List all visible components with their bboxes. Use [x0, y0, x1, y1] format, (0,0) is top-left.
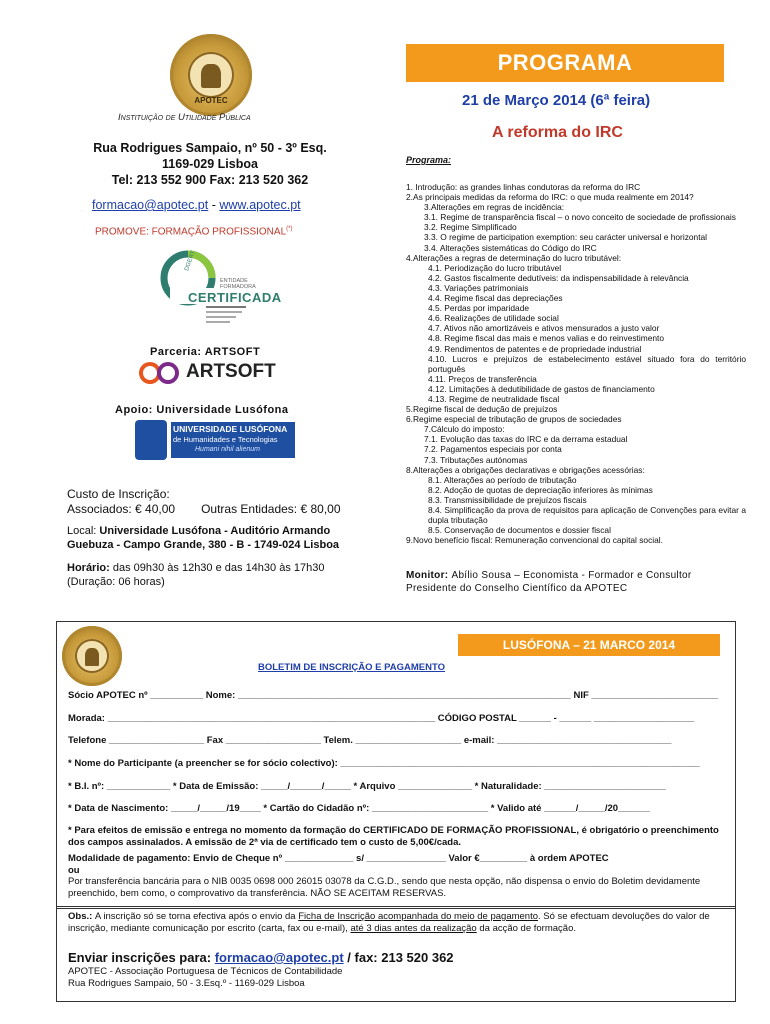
payment-transfer: Por transferência bancária para o NIB 0035 0698 000 26015 03078 da C.G.D., sendo que nesta opção, não dispensa o envio do Boletim devidamente preenchido, bem como, o comprovativo da transferência. NÃO SE ACEITAM RESERVAS.	[68, 876, 701, 899]
cost-label: Custo de Inscrição:	[67, 487, 170, 501]
contact-links	[92, 198, 301, 212]
program-item: 5.Regime fiscal de dedução de prejuízos	[406, 404, 558, 415]
program-item: 1. Introdução: as grandes linhas condutoras da reforma do IRC	[406, 182, 641, 192]
local-block: Local: Universidade Lusófona - Auditório Armando Guebuza - Campo Grande, 380 - B - 1749-024 Lisboa	[67, 525, 340, 551]
cost-associates: Associados: € 40,00	[67, 502, 176, 516]
program-item: 4.4. Regime fiscal das depreciações	[428, 293, 563, 304]
program-item: 6.Regime especial de tributação de grupos de sociedades	[406, 414, 622, 425]
field-morada-postal[interactable]: Morada: ______________________________________________________________ CÓDIGO POSTAL ______ - ______ ___________________	[68, 713, 695, 724]
event-title: A reforma do IRC	[492, 124, 623, 141]
email-link[interactable]: formacao@apotec.pt	[92, 198, 209, 212]
address-line-2: 1169-029 Lisboa	[162, 157, 258, 171]
field-participant-name[interactable]: * Nome do Participante (a preencher se for sócio colectivo): ____________________________________________________________________	[68, 758, 700, 769]
program-item: 8.Alterações a obrigações declarativas e obrigações acessórias:	[406, 464, 645, 475]
program-item: 3.2. Regime Simplificado	[424, 222, 517, 233]
dgert-certified-text: CERTIFICADA	[188, 290, 282, 305]
lusofona-banner: LUSÓFONA – 21 MARCO 2014	[458, 634, 720, 656]
program-item: 3.3. O regime de participation exemption: seu carácter universal e horizontal	[424, 232, 708, 243]
event-date: 21 de Março 2014 (6ª feira)	[462, 92, 651, 109]
cost-others: Outras Entidades: € 80,00	[201, 502, 341, 516]
address-block	[60, 140, 360, 188]
program-item: 4.11. Preços de transferência	[428, 373, 537, 384]
field-socio-nome-nif[interactable]: Sócio APOTEC nº __________ Nome: _______________________________________________________________ NIF ________________________	[68, 690, 719, 701]
payment-block	[68, 853, 726, 899]
program-item: 2.As principais medidas da reforma do IRC: o que muda realmente em 2014?	[406, 192, 694, 203]
obs-text: Obs.: A inscrição só se torna efectiva após o envio da Ficha de Inscrição acompanhada do meio de pagamento. Só se efectuam devoluções do valor de inscrição, mediante comunicação por escrito (carta, fax ou e-mail), até 3 dias antes da realização da acção de formação.	[68, 911, 710, 934]
promote-label: PROMOVE: FORMAÇÃO PROFISSIONAL(*)	[95, 226, 293, 238]
program-item: 7.2. Pagamentos especiais por conta	[424, 444, 562, 455]
send-block: Enviar inscrições para: formacao@apotec.pt / fax: 213 520 362	[68, 950, 454, 965]
program-item: 4.12. Limitações à dedutibilidade de gastos de financiamento	[428, 383, 655, 394]
program-item: 8.4. Simplificação da prova de requisitos para aplicação de Convenções para evitar a dupla tributação	[428, 505, 746, 526]
schedule-block: Horário: das 09h30 às 12h30 e das 14h30 às 17h30 (Duração: 06 horas)	[67, 562, 325, 588]
cost-block	[67, 487, 341, 517]
program-item: 8.5. Conservação de documentos e dossier fiscal	[428, 525, 611, 536]
program-item: 4.6. Realizações de utilidade social	[428, 313, 559, 324]
program-item: 4.10. Lucros e prejuízos de estabelecimento estável situado fora do território português	[428, 353, 746, 374]
program-item: 7.1. Evolução das taxas do IRC e da derrama estadual	[424, 434, 628, 445]
artsoft-logo	[138, 360, 288, 386]
program-item: 8.2. Adoção de quotas de depreciação inferiores às mínimas	[428, 484, 653, 495]
certificate-note: * Para efeitos de emissão e entrega no momento da formação do CERTIFICADO DE FORMAÇÃO PROFISSIONAL, é obrigatório o preenchimento dos campos assinalados. A emissão de 2ª via de certificado tem o custo de 5,00€/cada.	[68, 825, 719, 848]
institution-label: Instituição de Utilidade Pública	[118, 112, 251, 123]
link-separator: -	[208, 198, 220, 212]
program-item: 3.4. Alterações sistemáticas do Código do IRC	[424, 242, 597, 253]
field-contacts[interactable]: Telefone __________________ Fax __________________ Telem. ____________________ e-mail: _________________________________	[68, 735, 672, 746]
program-item: 4.3. Variações patrimoniais	[428, 282, 529, 293]
artsoft-name: ARTSOFT	[186, 361, 276, 382]
payment-or: ou	[68, 864, 80, 876]
monitor-block: Monitor: Abílio Sousa – Economista - Formador e Consultor Presidente do Conselho Científico da APOTEC	[406, 570, 692, 594]
lusofona-logo: UNIVERSIDADE LUSÓFONA de Humanidades e Tecnologias Humani nihil alienum	[135, 420, 295, 460]
program-item: 3.1. Regime de transparência fiscal – o novo conceito de sociedade de profissionais	[424, 212, 736, 223]
support-label: Apoio: Universidade Lusófona	[115, 404, 289, 416]
dgert-text: DGERT	[184, 250, 197, 272]
program-item: 4.7. Ativos não amortizáveis e ativos mensurados a justo valor	[428, 323, 660, 334]
program-item: 4.Alterações a regras de determinação do lucro tributável:	[406, 252, 622, 263]
field-id-details[interactable]: * B.I. nº: ____________ * Data de Emissão: _____/______/_____ * Arquivo ______________ * Naturalidade: _______________________	[68, 781, 666, 792]
address-line-1: Rua Rodrigues Sampaio, nº 50 - 3º Esq.	[93, 141, 327, 155]
program-item: 9.Novo benefício fiscal: Remuneração convencional do capital social.	[406, 535, 663, 546]
apotec-logo-small	[62, 626, 122, 686]
program-item: 4.9. Rendimentos de patentes e de propriedade industrial	[428, 343, 642, 354]
lusofona-emblem-icon	[135, 420, 167, 460]
program-item: 4.8. Regime fiscal das mais e menos valias e do reinvestimento	[428, 333, 665, 344]
program-item: 7.3. Tributações autónomas	[424, 454, 528, 465]
program-item: 4.1. Periodização do lucro tributável	[428, 262, 562, 273]
website-link[interactable]: www.apotec.pt	[219, 198, 301, 212]
payment-mode[interactable]: Modalidade de pagamento: Envio de Cheque nº _____________ s/ _______________ Valor €_________ à ordem APOTEC	[68, 853, 609, 864]
program-item: 8.1. Alterações ao período de tributação	[428, 474, 577, 485]
phone-fax: Tel: 213 552 900 Fax: 213 520 362	[111, 173, 309, 187]
program-item: 4.5. Perdas por imparidade	[428, 303, 530, 314]
apotec-logo: APOTEC	[170, 34, 252, 116]
send-email-link[interactable]: formacao@apotec.pt	[214, 950, 344, 965]
program-item: 3.Alterações em regras de incidência:	[424, 202, 565, 213]
program-list	[406, 182, 746, 545]
program-item: 8.3. Transmissibilidade de prejuízos fiscais	[428, 494, 587, 505]
partner-label: Parceria: ARTSOFT	[150, 346, 261, 358]
program-section-label: Programa:	[406, 155, 452, 165]
form-title: BOLETIM DE INSCRIÇÃO E PAGAMENTO	[258, 662, 446, 673]
program-item: 7.Cálculo do imposto:	[424, 424, 505, 435]
programa-banner: PROGRAMA	[406, 44, 724, 82]
footer-address: APOTEC - Associação Portuguesa de Técnicos de Contabilidade Rua Rodrigues Sampaio, 50 - 3.Esq.º - 1169-029 Lisboa	[68, 966, 343, 989]
dgert-certified-logo	[160, 248, 280, 328]
dgert-entity-label: ENTIDADE FORMADORA	[220, 278, 256, 290]
program-item: 4.13. Regime de neutralidade fiscal	[428, 393, 560, 404]
field-birth-card[interactable]: * Data de Nascimento: _____/_____/19____ * Cartão do Cidadão nº: ______________________ * Valido até ______/_____/20______	[68, 803, 650, 814]
program-item: 4.2. Gastos fiscalmente dedutíveis: da indispensabilidade à relevância	[428, 272, 689, 283]
